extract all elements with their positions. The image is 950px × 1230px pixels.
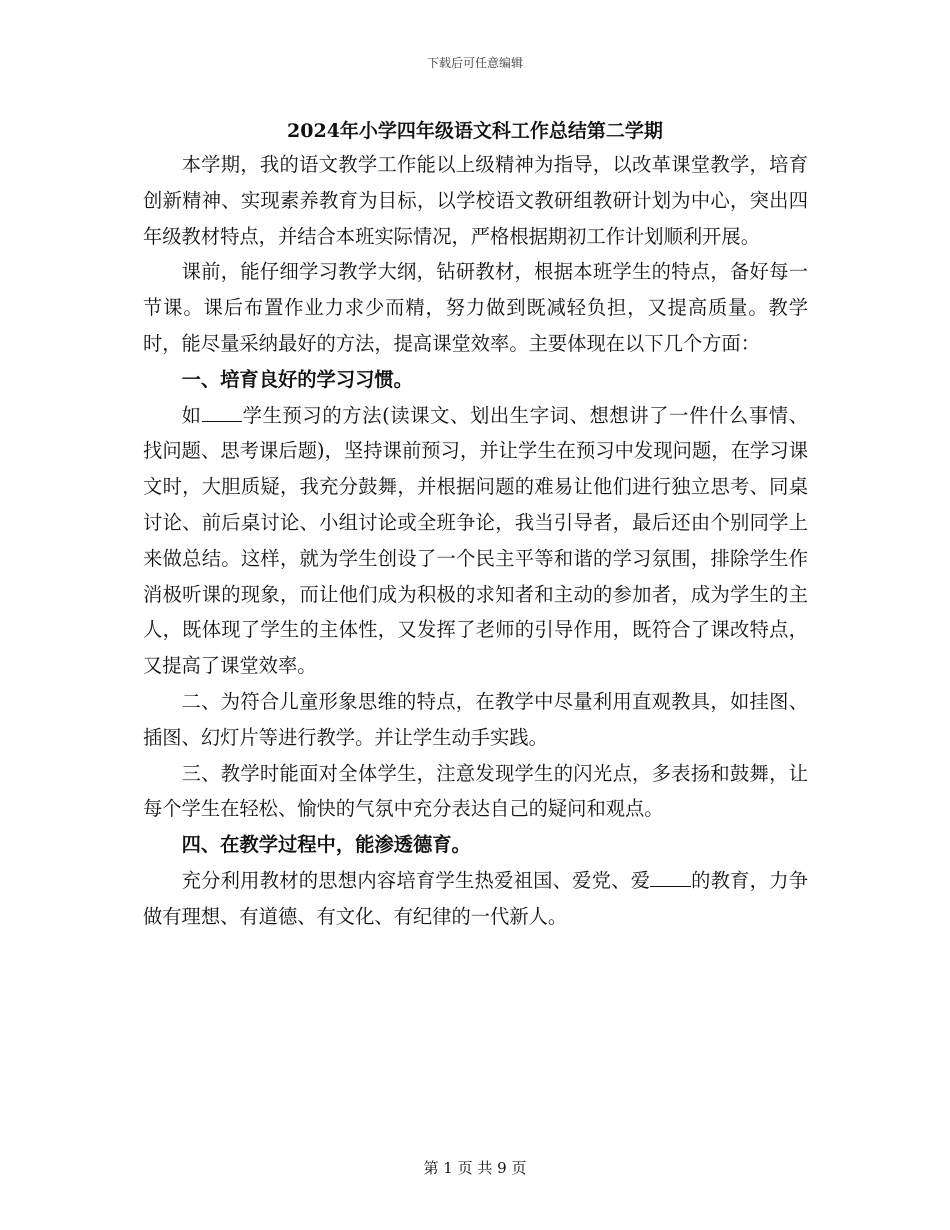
paragraph-intro: 本学期，我的语文教学工作能以上级精神为指导，以改革课堂教学，培育创新精神、实现素养教育为目标，以学校语文教研组教研计划为中心，突出四年级教材特点，并结合本班实际情况，严格根据期初工作计划顺利开展。 [143,153,808,248]
paragraph-moral-start: 充分利用教材的思想内容培育学生热爱祖国、爱党、爱 [181,868,651,892]
paragraph-habits-start: 如 [181,403,202,427]
paragraph-visual-aids: 二、为符合儿童形象思维的特点，在教学中尽量利用直观教具，如挂图、插图、幻灯片等进行教学。并让学生动手实践。 [143,689,808,749]
page-footer: 第 1 页 共 9 页 [423,1159,527,1177]
paragraph-moral [143,863,808,935]
fill-blank [202,403,243,421]
document-title: 2024年小学四年级语文科工作总结第二学期 [287,120,663,142]
document-body [143,147,808,935]
header-note: 下载后可任意编辑 [426,56,523,70]
paragraph-preparation: 课前，能仔细学习教学大纲，钻研教材，根据本班学生的特点，备好每一节课。课后布置作业力求少而精，努力做到既减轻负担，又提高质量。教学时，能尽量采纳最好的方法，提高课堂效率。主要体现在以下几个方面： [143,260,808,355]
paragraph-habits-rest: 学生预习的方法(读课文、划出生字词、想想讲了一件什么事情、找问题、思考课后题)，坚持课前预习，并让学生在预习中发现问题，在学习课文时，大胆质疑，我充分鼓舞，并根据问题的难易让他们进行独立思考、同桌讨论、前后桌讨论、小组讨论或全班争论，我当引导者，最后还由个别同学上来做总结。这样，就为学生创设了一个民主平等和谐的学习氛围，排除学生作消极听课的现象，而让他们成为积极的求知者和主动的参加者，成为学生的主人，既体现了学生的主体性，又发挥了老师的引导作用，既符合了课改特点，又提高了课堂效率。 [143,403,808,678]
paragraph-whole-class: 三、教学时能面对全体学生，注意发现学生的闪光点，多表扬和鼓舞，让每个学生在轻松、愉快的气氛中充分表达自己的疑问和观点。 [143,761,808,821]
paragraph-moral-rest: 的教育，力争做有理想、有道德、有文化、有纪律的一代新人。 [143,868,809,928]
paragraph-habits [143,398,808,684]
section-heading-moral: 四、在教学过程中，能渗透德育。 [181,833,471,857]
fill-blank [650,869,691,887]
section-heading-habits: 一、培育良好的学习习惯。 [181,367,413,391]
